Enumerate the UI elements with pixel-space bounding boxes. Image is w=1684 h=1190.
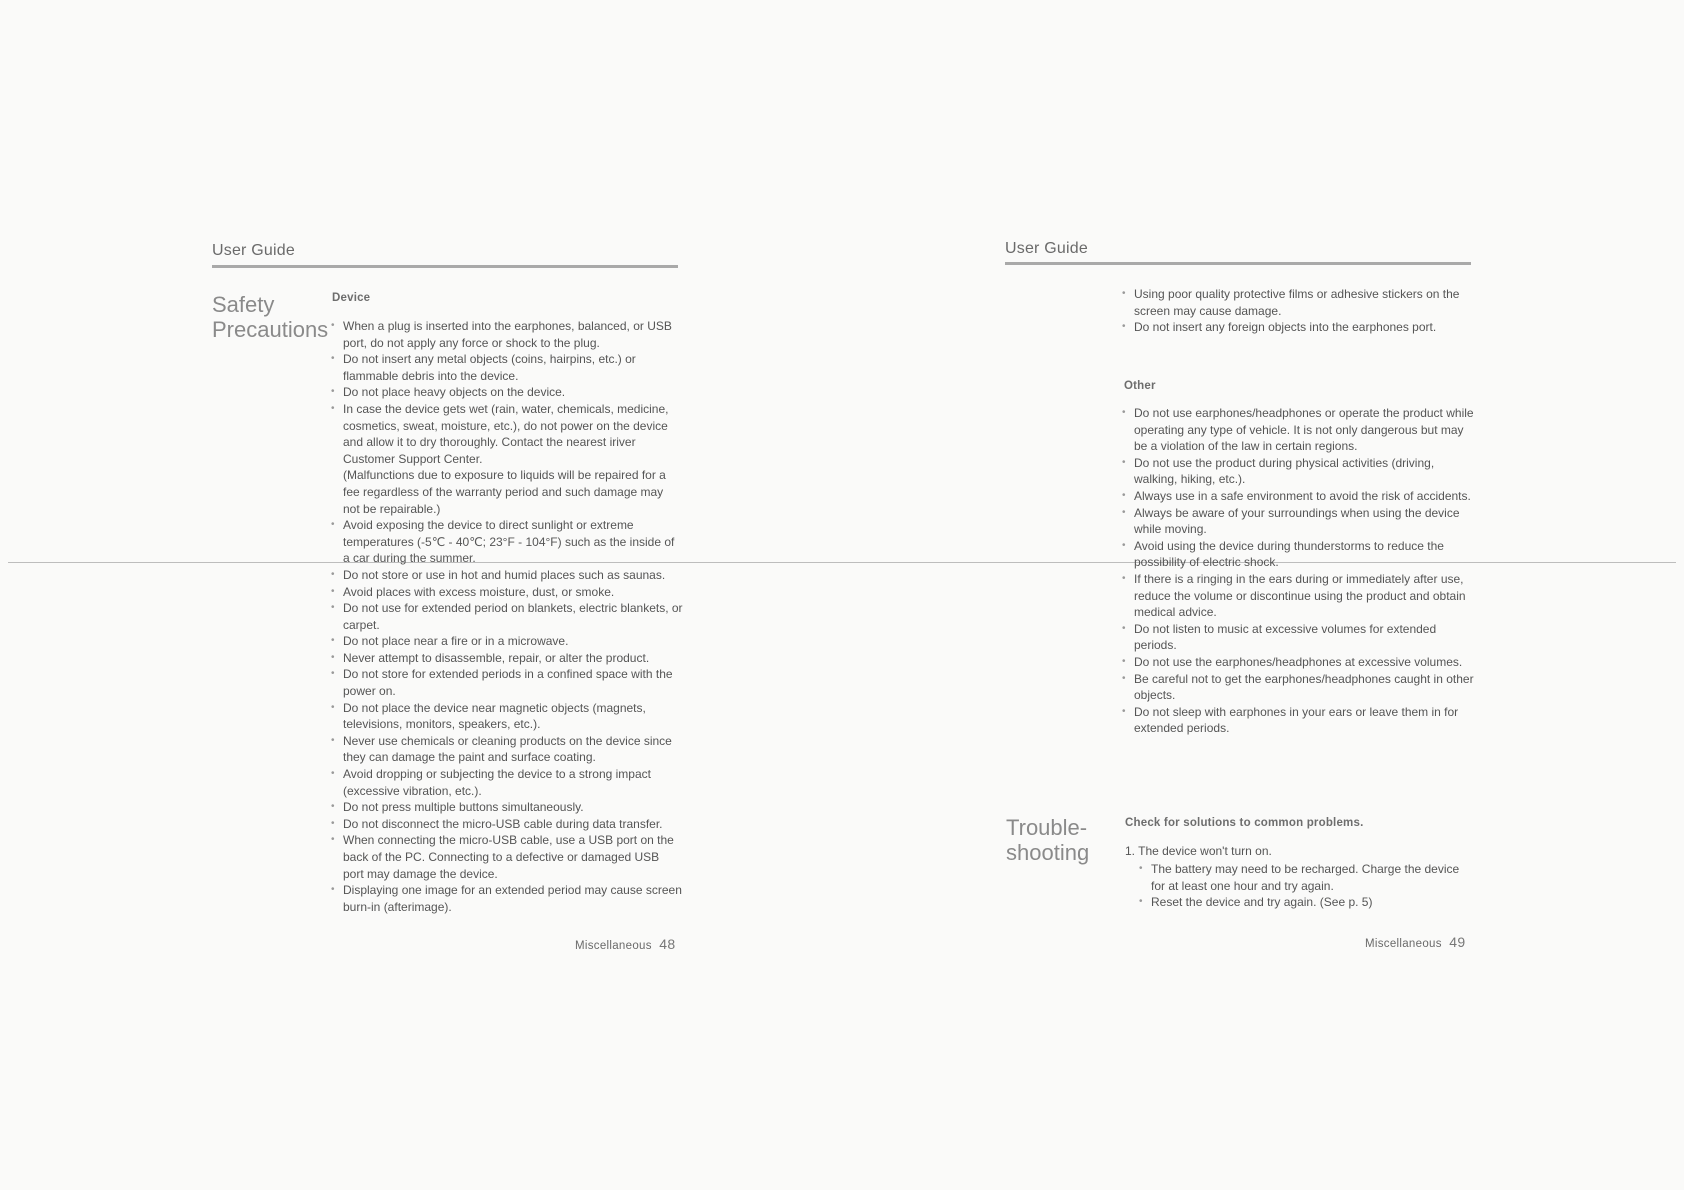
list-item: • Reset the device and try again. (See p. 5) (1139, 894, 1469, 911)
list-item: • Do not insert any foreign objects into the earphones port. (1122, 319, 1474, 336)
problem-item: 1. The device won't turn on. (1125, 844, 1272, 858)
section-title-line-2: Precautions (212, 317, 329, 342)
list-item: • The battery may need to be recharged. Charge the device for at least one hour and try again. (1139, 861, 1469, 894)
wet-damage-note: (Malfunctions due to exposure to liquids will be repaired for a fee regardless of the warranty period and such damage may not be repairable.) (343, 468, 666, 516)
list-item: • Always use in a safe environment to avoid the risk of accidents. (1122, 488, 1474, 505)
list-item-text: In case the device gets wet (rain, water, chemicals, medicine, cosmetics, sweat, moisture, etc.), do not power on the device and allow it to dry thoroughly. Contact the nearest iriver Customer Support Center. (343, 401, 669, 466)
page-number: 49 (1449, 934, 1466, 950)
list-item: • Do not store for extended periods in a confined space with the power on. (331, 666, 683, 699)
list-item: • Do not place the device near magnetic objects (magnets, televisions, monitors, speakers, etc.). (331, 700, 683, 733)
page-number: 48 (659, 936, 676, 952)
list-item: • Do not place heavy objects on the device. (331, 384, 683, 401)
device-bullet-list (331, 318, 683, 915)
list-item: • Never use chemicals or cleaning products on the device since they can damage the paint and surface coating. (331, 733, 683, 766)
list-item: • Do not use for extended period on blankets, electric blankets, or carpet. (331, 600, 683, 633)
list-item: • Always be aware of your surroundings when using the device while moving. (1122, 505, 1474, 538)
header-rule (1005, 262, 1471, 265)
list-item: • Be careful not to get the earphones/headphones caught in other objects. (1122, 671, 1474, 704)
page-49 (842, 0, 1684, 1190)
footer-label: Miscellaneous (1365, 938, 1442, 950)
other-bullet-list (1122, 405, 1474, 737)
list-item: • Never attempt to disassemble, repair, or alter the product. (331, 650, 683, 667)
list-item: • Do not use the product during physical activities (driving, walking, hiking, etc.). (1122, 455, 1474, 488)
list-item (331, 401, 683, 517)
section-title-troubleshooting (1006, 815, 1089, 865)
page-footer (575, 936, 675, 952)
list-item: • Do not use the earphones/headphones at excessive volumes. (1122, 654, 1474, 671)
subheading-other: Other (1124, 380, 1156, 392)
list-item: • Displaying one image for an extended period may cause screen burn-in (afterimage). (331, 882, 683, 915)
list-item: • When connecting the micro-USB cable, use a USB port on the back of the PC. Connecting to a defective or damaged USB port may damage the device. (331, 832, 683, 882)
list-item: • Do not disconnect the micro-USB cable during data transfer. (331, 816, 683, 833)
device-bullet-list-continued (1122, 286, 1474, 336)
list-item: • Do not insert any metal objects (coins, hairpins, etc.) or flammable debris into the device. (331, 351, 683, 384)
list-item: • Do not store or use in hot and humid places such as saunas. (331, 567, 683, 584)
page-header: User Guide (1005, 240, 1088, 257)
list-item: • Avoid dropping or subjecting the device to a strong impact (excessive vibration, etc.). (331, 766, 683, 799)
list-item: • Avoid using the device during thunderstorms to reduce the possibility of electric shock. (1122, 538, 1474, 571)
footer-label: Miscellaneous (575, 940, 652, 952)
section-title-safety-precautions (212, 292, 328, 342)
section-title-line-1: Trouble- (1006, 815, 1088, 840)
page-footer (1365, 934, 1465, 950)
list-item: • Do not sleep with earphones in your ears or leave them in for extended periods. (1122, 704, 1474, 737)
troubleshooting-heading: Check for solutions to common problems. (1125, 817, 1364, 829)
list-item: • Avoid exposing the device to direct sunlight or extreme temperatures (-5℃ - 40℃; 23°F - 104°F) such as the inside of a car during the summer. (331, 517, 683, 567)
list-item: • Do not press multiple buttons simultaneously. (331, 799, 683, 816)
list-item: • Do not listen to music at excessive volumes for extended periods. (1122, 621, 1474, 654)
subheading-device: Device (332, 292, 371, 304)
list-item: • Using poor quality protective films or adhesive stickers on the screen may cause damage. (1122, 286, 1474, 319)
list-item: • When a plug is inserted into the earphones, balanced, or USB port, do not apply any force or shock to the plug. (331, 318, 683, 351)
section-title-line-1: Safety (212, 292, 275, 317)
page-header: User Guide (212, 242, 295, 259)
list-item: • If there is a ringing in the ears during or immediately after use, reduce the volume or discontinue using the product and obtain medical advice. (1122, 571, 1474, 621)
list-item: • Do not use earphones/headphones or operate the product while operating any type of vehicle. It is not only dangerous but may be a violation of the law in certain regions. (1122, 405, 1474, 455)
list-item: • Avoid places with excess moisture, dust, or smoke. (331, 584, 683, 601)
section-title-line-2: shooting (1006, 840, 1090, 865)
list-item: • Do not place near a fire or in a microwave. (331, 633, 683, 650)
problem-1-solution-list (1139, 861, 1469, 911)
header-rule (212, 265, 678, 268)
